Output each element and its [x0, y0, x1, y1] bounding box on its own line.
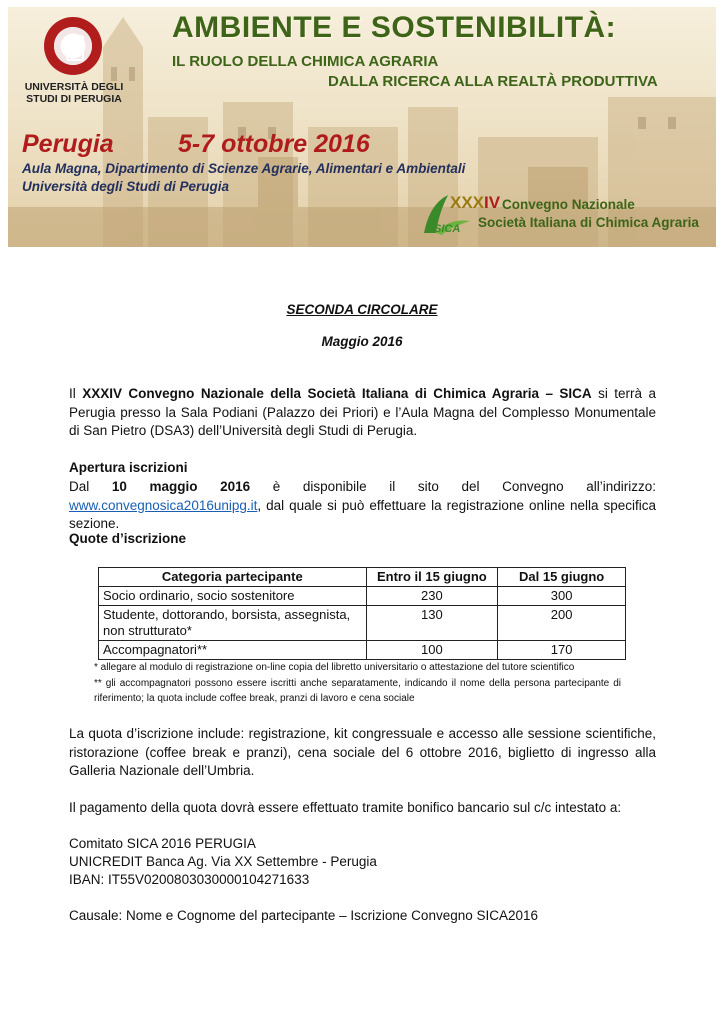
conference-subtitle-1: IL RUOLO DELLA CHIMICA AGRARIA — [172, 53, 439, 70]
university-seal-logo — [44, 17, 102, 75]
bank-name: UNICREDIT Banca Ag. Via XX Settembre - Perugia — [69, 854, 377, 869]
venue-line-2: Università degli Studi di Perugia — [22, 179, 230, 194]
university-name: UNIVERSITÀ DEGLI STUDI DI PERUGIA — [24, 81, 124, 105]
apertura-paragraph: Dal 10 maggio 2016 è disponibile il sito del Convegno all’indirizzo: www.convegnosica2016unipg.it, dal quale si può effettuare la registrazione online nella specifica sezione. — [69, 479, 656, 531]
sica-logo-text: SICA — [434, 223, 461, 235]
fee-early-cell: 230 — [366, 587, 498, 606]
fee-late-cell: 200 — [498, 606, 626, 641]
intro-paragraph: Il XXXIV Convegno Nazionale della Società Italiana di Chimica Agraria – SICA si terrà a Perugia presso la Sala Podiani (Palazzo dei Priori) e l’Aula Magna del Complesso Monumentale di San Pietro (DSA3) dell’Università degli Studi di Perugia. — [69, 386, 656, 438]
header-banner — [8, 7, 716, 247]
conference-dates: 5-7 ottobre 2016 — [178, 130, 370, 158]
table-row — [99, 587, 626, 606]
payment-instruction: Il pagamento della quota dovrà essere effettuato tramite bonifico bancario sul c/c intestato a: — [69, 800, 622, 815]
fee-early-cell: 130 — [366, 606, 498, 641]
footnote-companion: ** gli accompagnatori possono essere iscritti anche separatamente, indicando il nome della persona partecipante di riferimento; la quota include coffee break, pranzi di lavoro e cena sociale — [94, 678, 621, 704]
table-header-row — [99, 568, 626, 587]
fee-late-cell: 170 — [498, 641, 626, 660]
quote-heading: Quote d’iscrizione — [69, 531, 187, 546]
category-cell: Accompagnatori** — [99, 641, 367, 660]
category-cell: Socio ordinario, socio sostenitore — [99, 587, 367, 606]
apertura-heading: Apertura iscrizioni — [69, 460, 188, 475]
column-header: Categoria partecipante — [99, 568, 367, 587]
conference-title: AMBIENTE E SOSTENIBILITÀ: — [172, 11, 617, 44]
circular-date: Maggio 2016 — [321, 334, 403, 349]
fee-late-cell: 300 — [498, 587, 626, 606]
payment-causale: Causale: Nome e Cognome del partecipante – Iscrizione Convegno SICA2016 — [69, 908, 539, 923]
column-header: Entro il 15 giugno — [366, 568, 498, 587]
payee-name: Comitato SICA 2016 PERUGIA — [69, 836, 256, 851]
footnote-student: * allegare al modulo di registrazione on-line copia del libretto universitario o attestazione del tutore scientifico — [94, 662, 575, 673]
convegno-number: XXXIV — [450, 193, 501, 212]
column-header: Dal 15 giugno — [498, 568, 626, 587]
table-row — [99, 641, 626, 660]
convegno-label: Convegno Nazionale — [502, 197, 635, 212]
iban-code: IBAN: IT55V0200803030000104271633 — [69, 872, 310, 887]
quota-include-paragraph: La quota d’iscrizione include: registrazione, kit congressuale e accesso alle sessione scientifiche, ristorazione (coffee break e pranzi), cena sociale del 6 ottobre 2016, biglietto di ingresso alla Galleria Nazionale dell’Umbria. — [69, 726, 656, 778]
conference-subtitle-2: DALLA RICERCA ALLA REALTÀ PRODUTTIVA — [328, 73, 658, 90]
fee-early-cell: 100 — [366, 641, 498, 660]
conference-website-link[interactable]: www.convegnosica2016unipg.it — [69, 497, 258, 513]
category-cell: Studente, dottorando, borsista, assegnista, non strutturato* — [99, 606, 367, 641]
table-row — [99, 606, 626, 641]
circular-title: SECONDA CIRCOLARE — [286, 302, 438, 317]
conference-city: Perugia — [22, 130, 114, 158]
society-name: Società Italiana di Chimica Agraria — [478, 215, 699, 230]
venue-line-1: Aula Magna, Dipartimento di Scienze Agrarie, Alimentari e Ambientali — [22, 161, 466, 176]
fees-table — [98, 567, 626, 660]
